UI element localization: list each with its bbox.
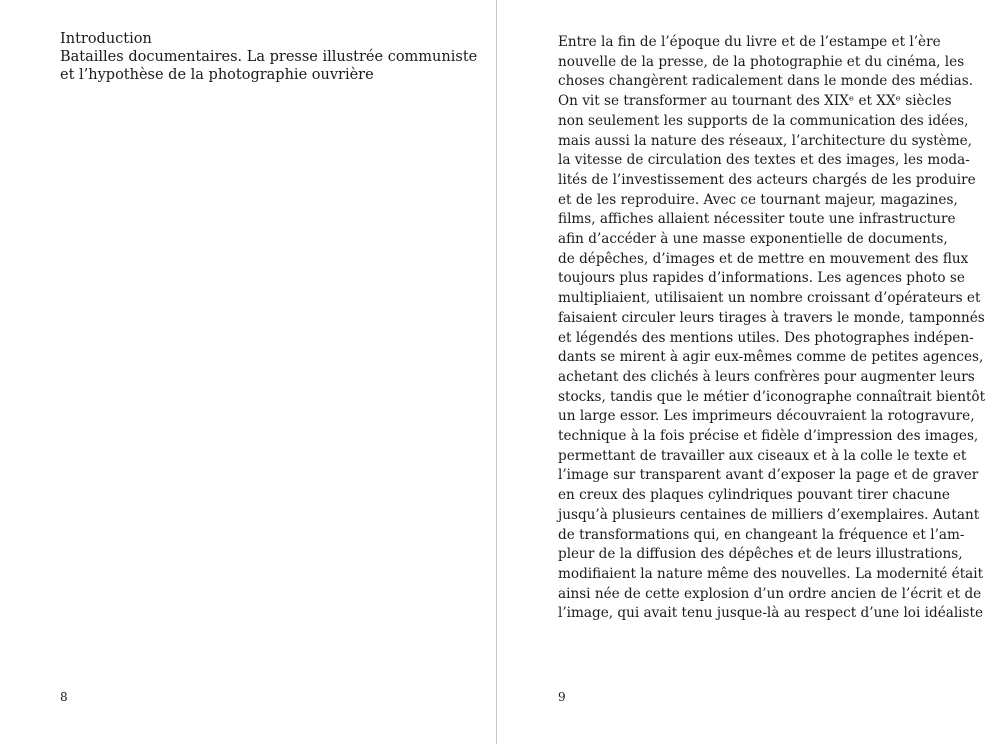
text-line: en creux des plaques cylindriques pouvant tirer chacune [558, 487, 950, 504]
text-line: toujours plus rapides d’informations. Les agences photo se [558, 270, 965, 287]
body-text [558, 33, 986, 624]
text-line: l’image sur transparent avant d’exposer la page et de graver [558, 467, 979, 484]
page-number-right: 9 [558, 690, 566, 704]
text-line: stocks, tandis que le métier d’iconographe connaîtrait bientôt [558, 388, 986, 405]
text-line: technique à la fois précise et fidèle d’impression des images, [558, 428, 979, 445]
text-line: nouvelle de la presse, de la photographie et du cinéma, les [558, 53, 965, 70]
text-line: dants se mirent à agir eux-mêmes comme de petites agences, [558, 349, 984, 366]
text-line: de transformations qui, en changeant la fréquence et l’am- [558, 526, 965, 543]
text-line: jusqu’à plusieurs centaines de milliers d’exemplaires. Autant [558, 506, 980, 523]
text-line: films, affiches allaient nécessiter toute une infrastructure [558, 211, 956, 228]
text-line: non seulement les supports de la communication des idées, [558, 112, 969, 129]
text-line: pleur de la diffusion des dépêches et de leurs illustrations, [558, 546, 963, 563]
text-line: choses changèrent radicalement dans le monde des médias. [558, 73, 974, 90]
text-line: afin d’accéder à une masse exponentielle de documents, [558, 231, 948, 248]
running-header [60, 30, 478, 84]
text-line: et de les reproduire. Avec ce tournant majeur, magazines, [558, 191, 958, 208]
text-line: de dépêches, d’images et de mettre en mouvement des flux [558, 250, 969, 267]
text-line: modifiaient la nature même des nouvelles. La modernité était [558, 565, 984, 582]
text-line: multipliaient, utilisaient un nombre croissant d’opérateurs et [558, 290, 981, 307]
chapter-title-line-2: et l’hypothèse de la photographie ouvrière [60, 67, 374, 83]
text-line: On vit se transformer au tournant des XIXᵉ et XXᵉ siècles [558, 93, 952, 110]
text-line: permettant de travailler aux ciseaux et à la colle le texte et [558, 447, 967, 464]
text-line: un large essor. Les imprimeurs découvraient la rotogravure, [558, 408, 975, 425]
text-line: mais aussi la nature des réseaux, l’architecture du système, [558, 132, 972, 149]
text-line: et légendés des mentions utiles. Des photographes indépen- [558, 329, 974, 346]
text-line: Entre la fin de l’époque du livre et de l’estampe et l’ère [558, 34, 941, 50]
text-line: la vitesse de circulation des textes et des images, les moda- [558, 152, 970, 169]
page-number-left: 8 [60, 690, 68, 704]
text-line: l’image, qui avait tenu jusque-là au respect d’une loi idéaliste [558, 605, 984, 622]
text-line: faisaient circuler leurs tirages à travers le monde, tamponnés [558, 309, 985, 326]
chapter-title-line-1: Batailles documentaires. La presse illustrée communiste [60, 49, 478, 65]
text-line: ainsi née de cette explosion d’un ordre ancien de l’écrit et de [558, 585, 982, 602]
text-line: achetant des clichés à leurs confrères pour augmenter leurs [558, 368, 975, 385]
section-label: Introduction [60, 31, 152, 47]
text-line: lités de l’investissement des acteurs chargés de les produire [558, 171, 976, 188]
